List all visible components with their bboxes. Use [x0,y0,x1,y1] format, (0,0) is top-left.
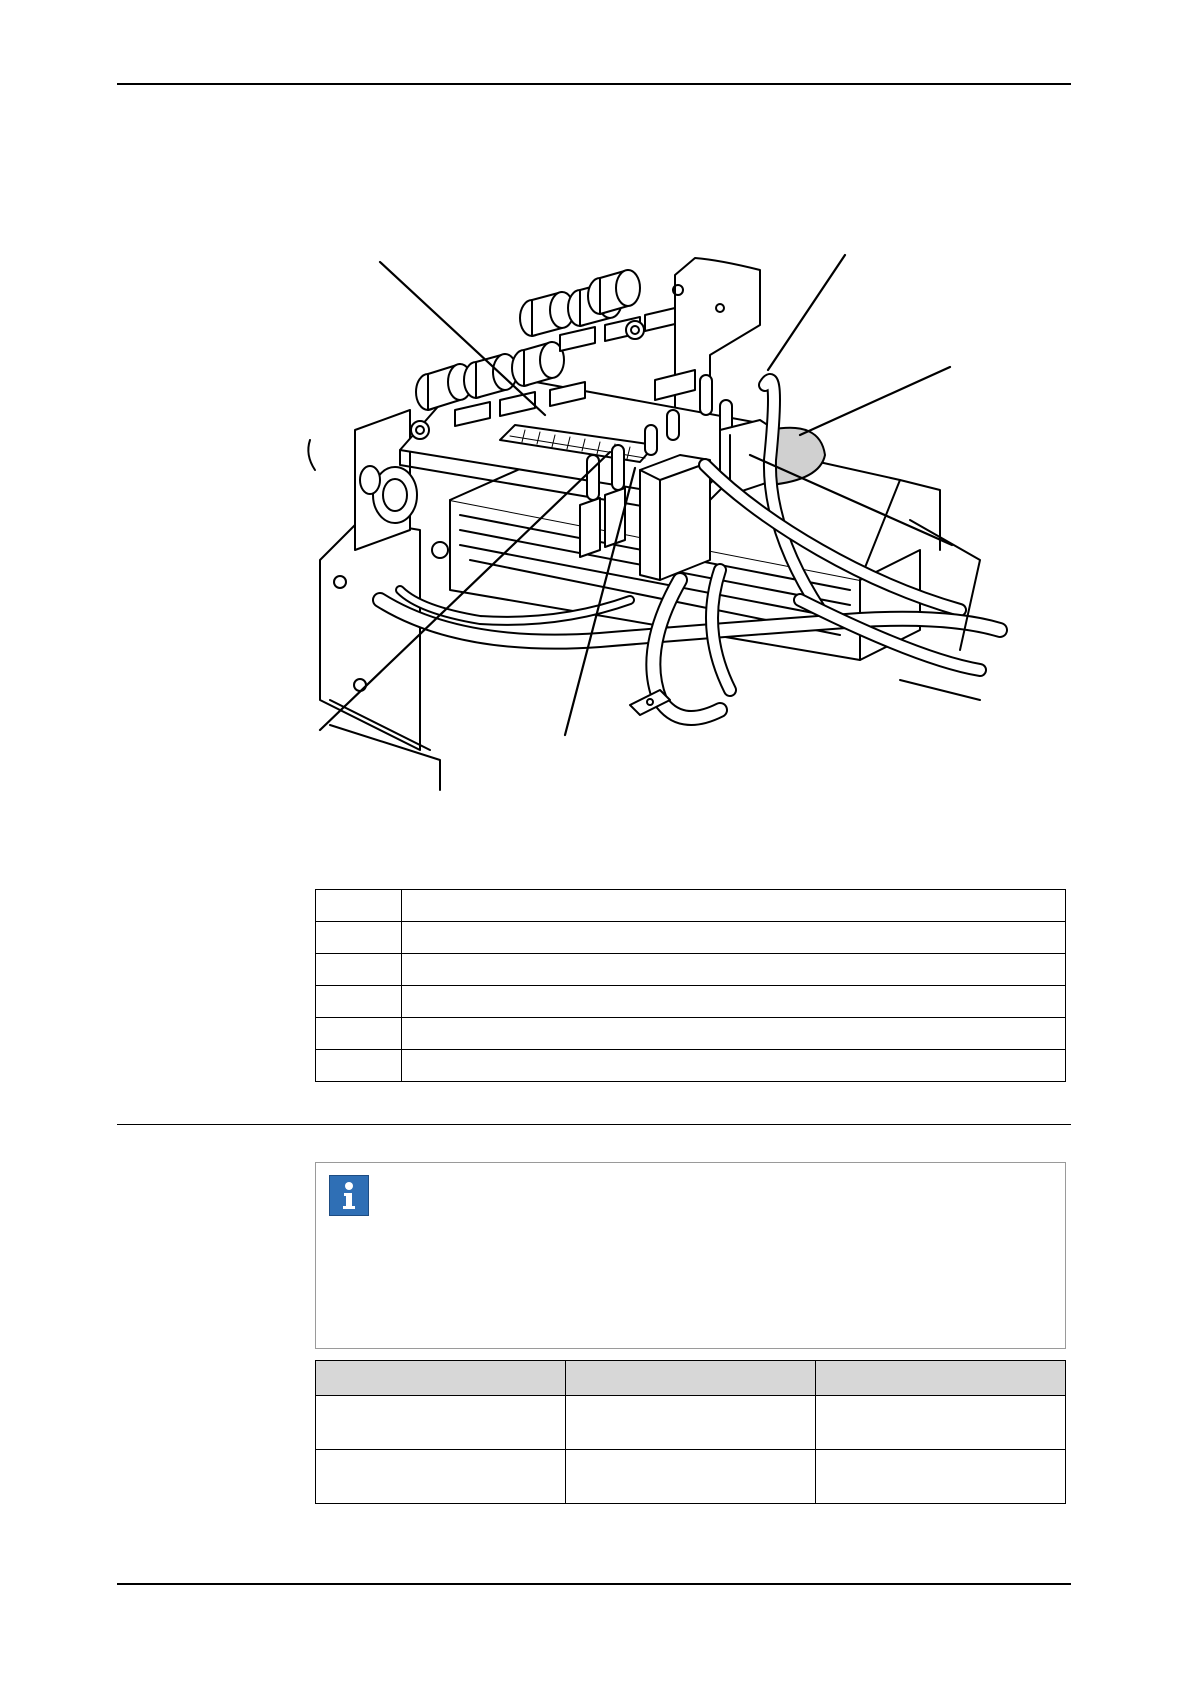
legend-number [316,1018,402,1050]
section-divider [117,1124,1071,1125]
legend-text [402,986,1066,1018]
legend-text [402,1018,1066,1050]
legend-number [316,1050,402,1082]
legend-text [402,954,1066,986]
legend-number [316,986,402,1018]
table-cell [566,1396,816,1450]
assembly-illustration [300,230,1070,810]
note-box [315,1162,1066,1349]
legend-text [402,922,1066,954]
table-row [316,1018,1066,1050]
table-row [316,890,1066,922]
legend-number [316,922,402,954]
table-cell [816,1450,1066,1504]
legend-number [316,890,402,922]
table-cell [816,1396,1066,1450]
legend-number [316,954,402,986]
table-cell [316,1396,566,1450]
column-header [816,1361,1066,1396]
table-row [316,954,1066,986]
column-header [316,1361,566,1396]
table-row [316,922,1066,954]
table-cell [566,1450,816,1504]
footer-rule [117,1583,1071,1585]
table-row [316,1396,1066,1450]
table-row [316,986,1066,1018]
data-table [315,1360,1066,1504]
table-row [316,1050,1066,1082]
info-icon [329,1175,369,1216]
legend-text [402,890,1066,922]
legend-text [402,1050,1066,1082]
header-rule [117,83,1071,85]
legend-table [315,889,1066,1082]
table-row [316,1450,1066,1504]
table-header-row [316,1361,1066,1396]
column-header [566,1361,816,1396]
table-cell [316,1450,566,1504]
